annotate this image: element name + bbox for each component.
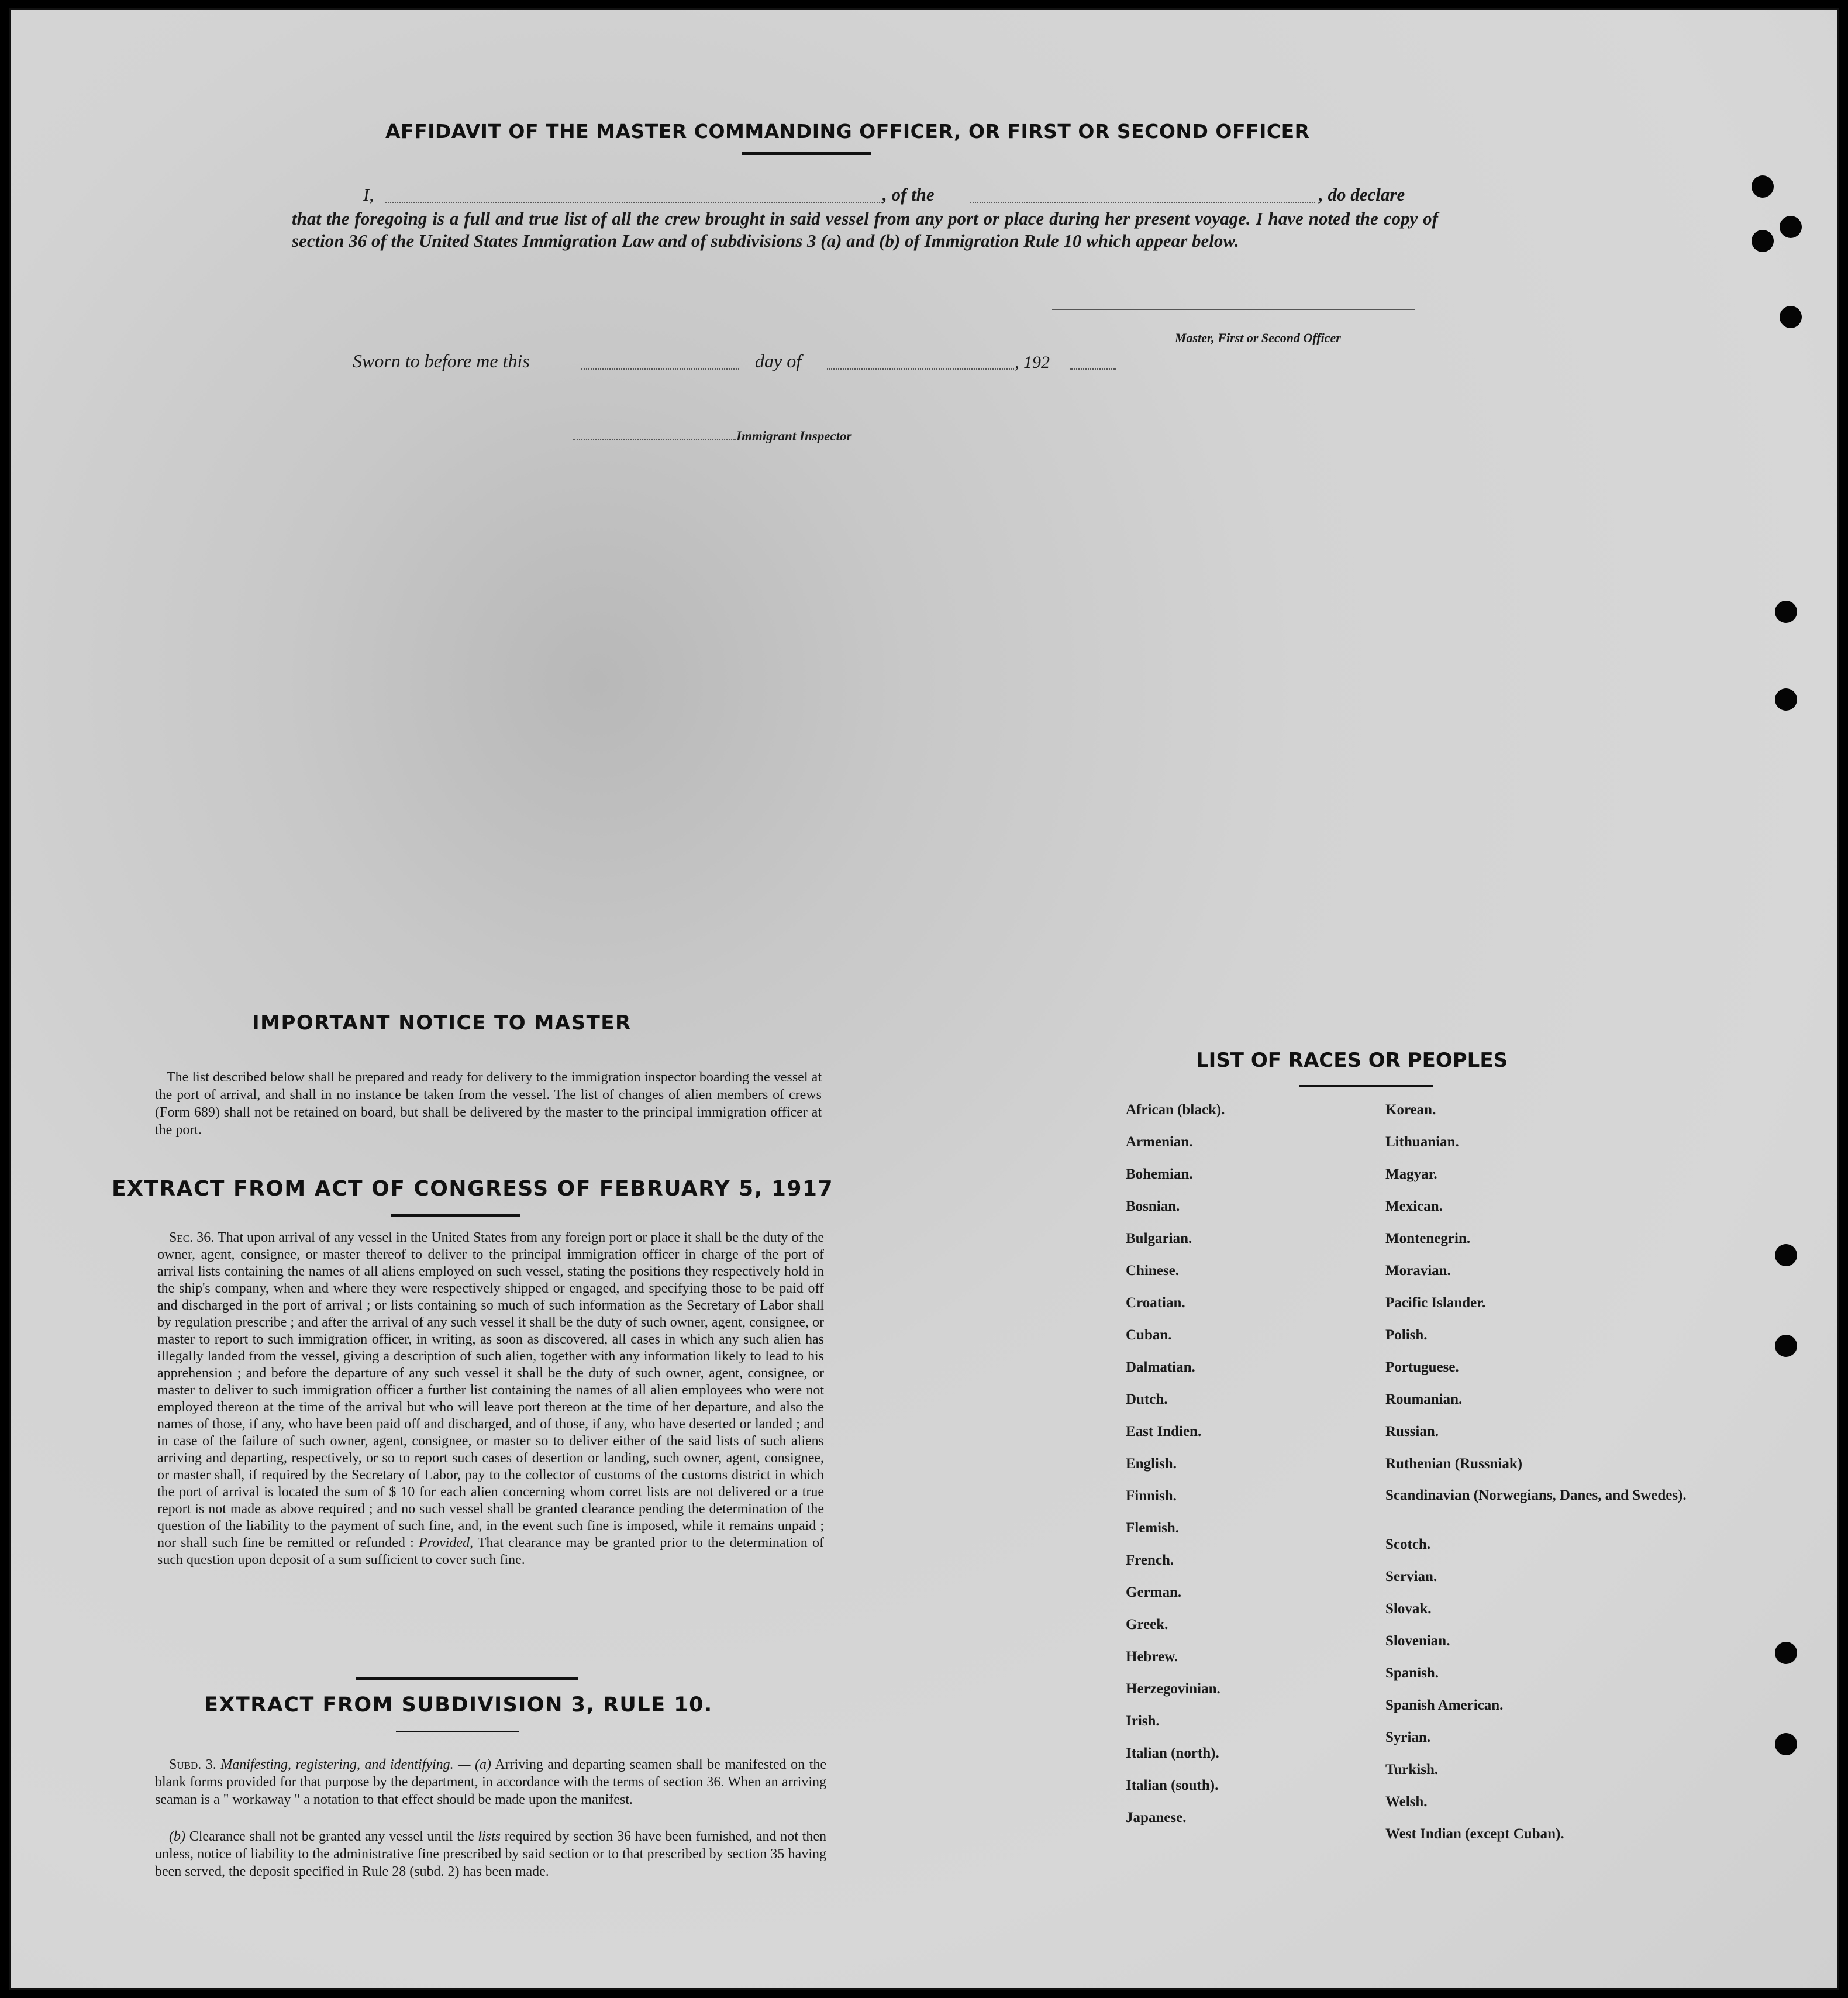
punch-hole	[1775, 601, 1797, 623]
left-item: Cuban.	[1126, 1327, 1172, 1343]
right-item: Korean.	[1385, 1102, 1436, 1118]
punch-hole	[1775, 1244, 1797, 1266]
master-signature-line[interactable]	[1052, 309, 1415, 310]
right-item: Pacific Islander.	[1385, 1295, 1486, 1311]
punch-hole	[1775, 1642, 1797, 1664]
vessel-blank-line[interactable]	[970, 202, 1315, 203]
punch-hole	[1775, 1733, 1797, 1755]
left-item: Herzegovinian.	[1126, 1681, 1220, 1697]
name-blank-line[interactable]	[385, 202, 882, 203]
rule-para-a	[155, 1756, 826, 1808]
right-item: Scandinavian (Norwegians, Danes, and Swedes).	[1385, 1487, 1687, 1503]
subd-para-a: Arriving and departing seamen shall be manifested on the blank forms provided for that purpose by the department, in accordance with the terms of section 36. When an arriving seaman is a " workaway " a notation to that effect should be made upon the manifest.	[155, 1757, 826, 1807]
affidavit-of-the: , of the	[882, 184, 935, 205]
left-item: Italian (south).	[1126, 1777, 1219, 1793]
right-item: Moravian.	[1385, 1263, 1451, 1279]
act-rule	[391, 1214, 520, 1217]
subd-heading: Manifesting, registering, and identifying. — (a)	[220, 1757, 492, 1772]
left-item: Bosnian.	[1126, 1198, 1180, 1214]
punch-hole	[1775, 688, 1797, 711]
act-text: That upon arrival of any vessel in the United States from any foreign port or place it shall be the duty of the owner, agent, consignee, or master thereof to deliver to the principal immigration officer in charge of the port of arrival lists containing the names of all aliens employed on such vessel, stating the positions they respectively hold in the ship's company, when and where they were respectively shipped or engaged, and specifying those to be paid off and discharged in the port of arrival ; or lists containing so much of such information as the Secretary of Labor shall by regulation prescribe ; and after the arrival of any such vessel it shall be the duty of such owner, agent, consignee, or master to report to such immigration officer, in writing, as soon as discovered, all cases in which any such alien has illegally landed from the vessel, giving a description of such alien, together with any information likely to lead to his apprehension ; and before the departure of any such vessel it shall be the duty of such owner, agent, consignee, or master to deliver to such immigration officer a further list containing the names of all alien employees who were not employed thereon at the time of the arrival but who will leave port thereon at the time of her departure, and also the names of those, if any, who have been paid off and discharged, and of those, if any, who have deserted or landed ; and in case of the failure of such owner, agent, consignee, or master so to deliver either of the said lists of such aliens arriving and departing, respectively, or so to report such cases of desertion or landing, such owner, agent, consignee, or master shall, if required by the Secretary of Labor, pay to the collector of customs of the customs district in which the port of arrival is located the sum of $ 10 for each alien concerning whom corret lists are not delivered or a true report is not made as above required ; and no such vessel shall be granted clearance pending the determination of the question of the liability to the payment of such fine, and, in the event such fine is imposed, while it remains unpaid ; nor shall such fine be remitted or refunded :	[157, 1230, 824, 1551]
act-provided: Provided,	[418, 1535, 474, 1551]
rule-divider	[356, 1677, 578, 1680]
sworn-day-blank[interactable]	[581, 368, 739, 370]
right-item: Russian.	[1385, 1424, 1439, 1439]
sworn-month-blank[interactable]	[827, 368, 1014, 370]
right-item: Slovak.	[1385, 1601, 1432, 1617]
left-item: Croatian.	[1126, 1295, 1185, 1311]
right-item: Spanish.	[1385, 1665, 1439, 1681]
punch-hole	[1780, 216, 1802, 238]
left-item: East Indien.	[1126, 1424, 1202, 1439]
left-item: Dalmatian.	[1126, 1359, 1195, 1375]
para-b-1: Clearance shall not be granted any vessel until the	[189, 1829, 474, 1844]
left-item: Italian (north).	[1126, 1745, 1219, 1761]
right-item: Slovenian.	[1385, 1633, 1450, 1649]
subd-label: Subd. 3.	[169, 1757, 216, 1772]
left-item: French.	[1126, 1552, 1174, 1568]
left-item: Finnish.	[1126, 1488, 1177, 1504]
left-item: Japanese.	[1126, 1810, 1187, 1825]
right-item: Turkish.	[1385, 1762, 1439, 1777]
races-left-column	[1126, 1094, 1225, 1834]
left-item: German.	[1126, 1584, 1182, 1600]
right-item: Syrian.	[1385, 1730, 1431, 1745]
title-rule	[742, 152, 871, 155]
notice-title: IMPORTANT NOTICE TO MASTER	[252, 1011, 632, 1035]
year-label: , 192	[1015, 353, 1050, 372]
punch-hole	[1752, 175, 1774, 198]
act-sec-label: Sec. 36.	[169, 1230, 215, 1245]
right-item: Welsh.	[1385, 1794, 1428, 1810]
affidavit-i-label: I,	[363, 184, 374, 205]
sworn-label: Sworn to before me this	[353, 350, 530, 371]
notice-body: The list described below shall be prepared and ready for delivery to the immigration inspector boarding the vessel at the port of arrival, and shall in no instance be taken from the vessel. The list of changes of alien members of crews (Form 689) shall not be retained on board, but shall be delivered by the master to the principal immigration officer at the port.	[155, 1070, 822, 1138]
races-right-column	[1385, 1094, 1687, 1850]
right-item: Servian.	[1385, 1569, 1437, 1584]
rule-title: EXTRACT FROM SUBDIVISION 3, RULE 10.	[204, 1693, 713, 1717]
left-item: Armenian.	[1126, 1134, 1193, 1150]
punch-hole	[1780, 306, 1802, 328]
right-item: Montenegrin.	[1385, 1231, 1471, 1246]
rule-para-b	[155, 1828, 826, 1880]
right-item: Spanish American.	[1385, 1697, 1504, 1713]
year-blank[interactable]	[1070, 368, 1116, 370]
affidavit-body: that the foregoing is a full and true list of all the crew brought in said vessel from any port or place during her present voyage. I have noted the copy of section 36 of the United States Immigration Law and of subdivisions 3 (a) and (b) of Immigration Rule 10 which appear below.	[292, 208, 1438, 251]
para-b-2: required by section 36 have been furnished, and not then unless, notice of liability to the administrative fine prescribed by said section or to that prescribed by section 35 having been served, the deposit specified in Rule 28 (subd. 2) has been made.	[155, 1829, 827, 1879]
act-title: EXTRACT FROM ACT OF CONGRESS OF FEBRUARY 5, 1917	[112, 1177, 834, 1201]
right-item: Mexican.	[1385, 1198, 1443, 1214]
para-b-label: (b)	[169, 1829, 185, 1844]
day-of-label: day of	[755, 350, 802, 371]
left-item: Hebrew.	[1126, 1649, 1178, 1665]
left-item: Chinese.	[1126, 1263, 1179, 1279]
right-item: Scotch.	[1385, 1537, 1431, 1552]
right-item: West Indian (except Cuban).	[1385, 1826, 1564, 1842]
act-body	[157, 1229, 824, 1569]
right-item: Ruthenian (Russniak)	[1385, 1456, 1523, 1472]
left-item: Greek.	[1126, 1617, 1168, 1632]
para-b-lists: lists	[478, 1829, 501, 1844]
act-tail: That clearance may be granted prior to the determination of such question upon deposit of a sum sufficient to cover such fine.	[157, 1535, 824, 1568]
affidavit-do-declare: , do declare	[1319, 184, 1405, 205]
right-item: Polish.	[1385, 1327, 1428, 1343]
right-item: Portuguese.	[1385, 1359, 1459, 1375]
races-rule	[1299, 1085, 1433, 1087]
left-item: African (black).	[1126, 1102, 1225, 1118]
right-item: Magyar.	[1385, 1166, 1437, 1182]
inspector-label: Immigrant Inspector	[736, 429, 852, 443]
left-item: Dutch.	[1126, 1391, 1168, 1407]
right-item: Lithuanian.	[1385, 1134, 1459, 1150]
rule-title-underline	[396, 1731, 519, 1732]
punch-hole	[1752, 230, 1774, 252]
left-item: English.	[1126, 1456, 1177, 1472]
races-title: LIST OF RACES OR PEOPLES	[1196, 1049, 1508, 1072]
document-page	[9, 8, 1839, 1990]
right-item: Roumanian.	[1385, 1391, 1463, 1407]
inspector-blank[interactable]	[573, 439, 736, 440]
punch-hole	[1775, 1335, 1797, 1357]
left-item: Flemish.	[1126, 1520, 1179, 1536]
affidavit-title: AFFIDAVIT OF THE MASTER COMMANDING OFFICER, OR FIRST OR SECOND OFFICER	[385, 120, 1310, 143]
left-item: Bohemian.	[1126, 1166, 1193, 1182]
left-item: Bulgarian.	[1126, 1231, 1192, 1246]
left-item: Irish.	[1126, 1713, 1160, 1729]
master-label: Master, First or Second Officer	[1175, 330, 1341, 345]
